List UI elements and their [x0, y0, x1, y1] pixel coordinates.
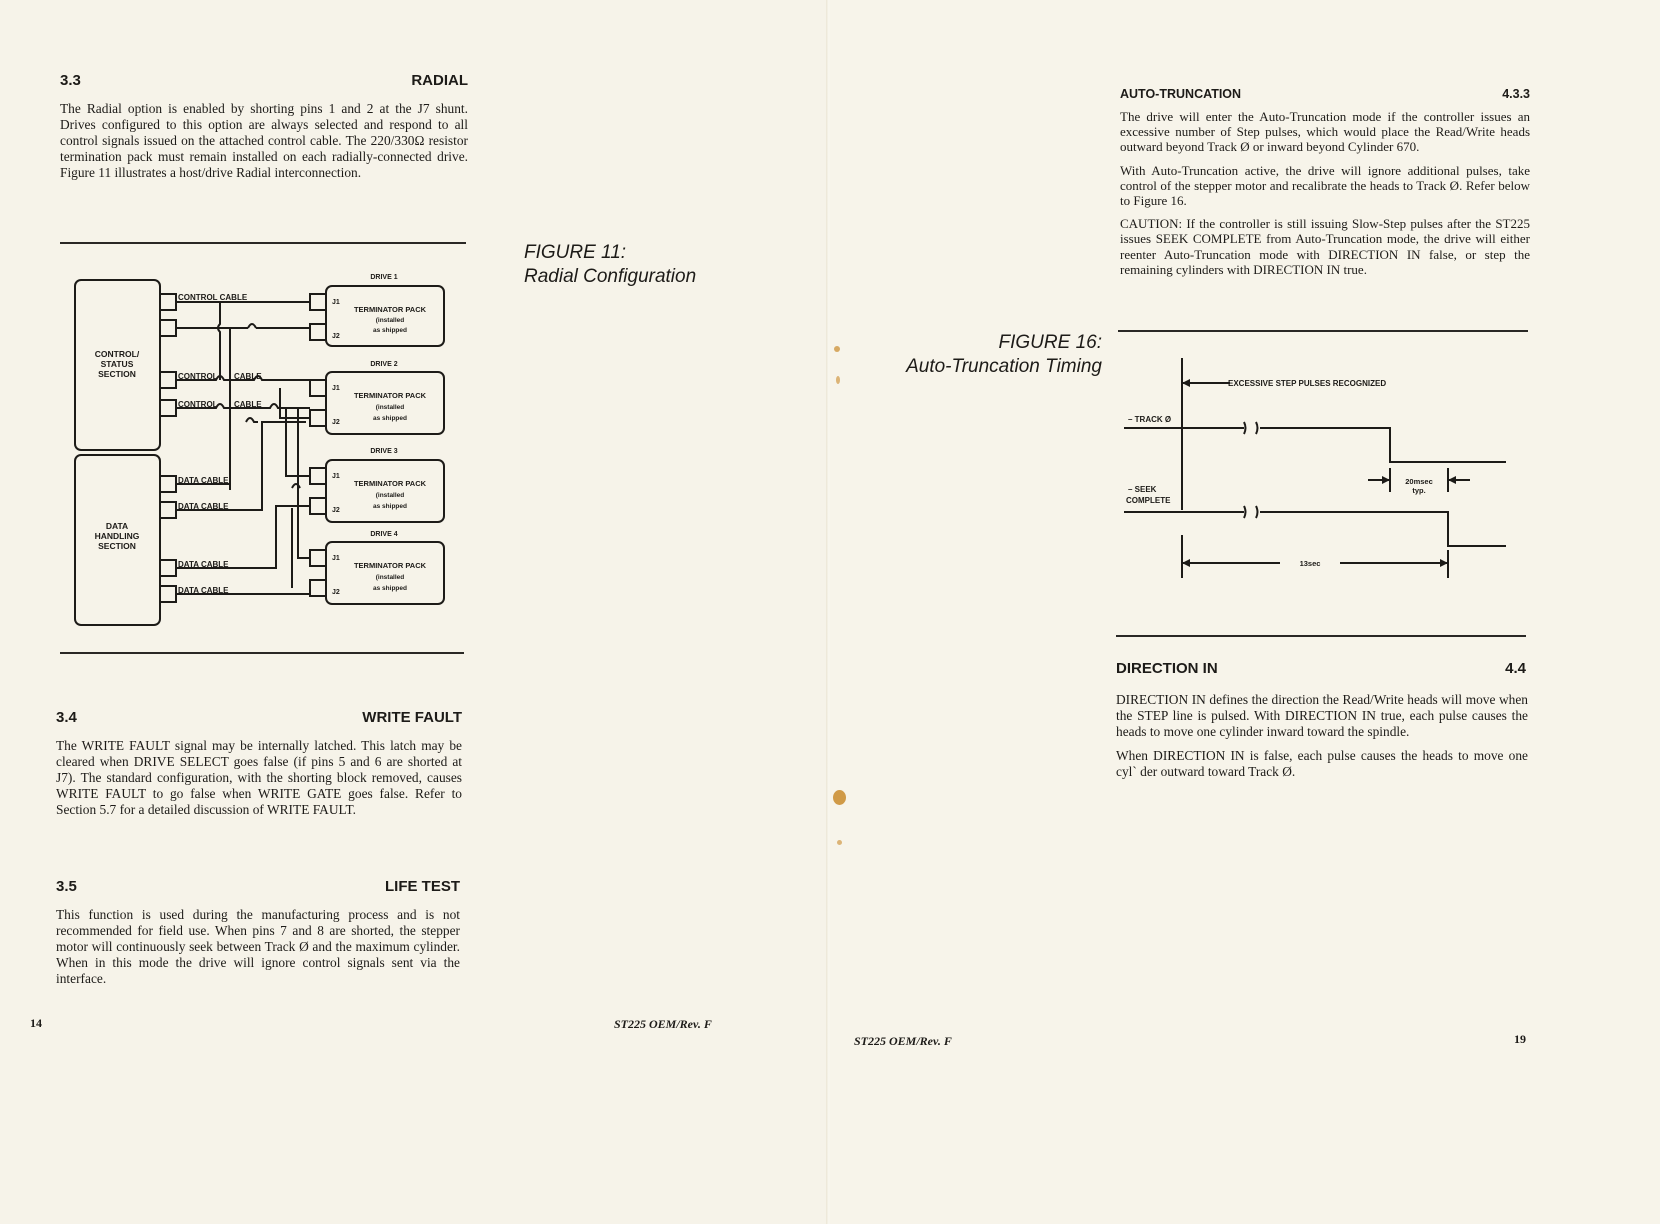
terminator-note: as shipped [373, 415, 407, 422]
section-heading-auto-truncation [1120, 87, 1530, 101]
connector-j1: J1 [332, 385, 340, 392]
terminator-pack-label: TERMINATOR PACK [353, 479, 427, 488]
terminator-note: (installed [375, 574, 405, 581]
cable-label: DATA CABLE [178, 586, 229, 595]
terminator-pack-label: TERMINATOR PACK [353, 391, 427, 400]
section-number: 3.3 [60, 72, 81, 89]
paper-stain [837, 840, 842, 845]
terminator-pack-label: TERMINATOR PACK [353, 305, 427, 314]
cable-label: CABLE [234, 372, 262, 381]
section-heading-write-fault [56, 709, 462, 726]
figure-11-caption [524, 241, 696, 289]
figure-title: Radial Configuration [524, 266, 697, 287]
figure-bottom-rule [1116, 635, 1526, 637]
section-body-write-fault [56, 738, 462, 826]
paragraph: The Radial option is enabled by shorting pins 1 and 2 at the J7 shunt. Drives configured to this option are always selected and respond to all control signals issued on the attached control cable. The 220/330Ω resistor termination pack must remain installed on each radially-connected drive. Figure 11 illustrates a host/drive Radial interconnection. [60, 101, 468, 180]
terminator-note: as shipped [373, 585, 407, 592]
connector-j1: J1 [332, 473, 340, 480]
section-body-life-test [56, 907, 460, 995]
page-number: 19 [1514, 1032, 1526, 1046]
section-heading-direction-in [1116, 660, 1526, 677]
host-control-label-1: CONTROL/ [94, 349, 140, 359]
section-title: RADIAL [411, 72, 468, 89]
drive-3-box [326, 460, 444, 522]
connector-j1: J1 [332, 555, 340, 562]
cable-label: DATA CABLE [178, 560, 229, 569]
drive-1-box [326, 286, 444, 346]
paragraph: The WRITE FAULT signal may be internally latched. This latch may be cleared when DRIVE SELECT goes false (if pins 5 and 6 are shorted at J7). The standard configuration, with the shorting block removed, causes WRITE FAULT to go false when WRITE GATE goes false. Refer to Section 5.7 for a detailed discussion of WRITE FAULT. [56, 738, 462, 817]
section-number: 3.5 [56, 878, 77, 895]
page-number: 14 [30, 1016, 42, 1030]
20msec-label: 20msec [1405, 477, 1433, 486]
section-title: DIRECTION IN [1116, 660, 1218, 677]
drive-title: DRIVE 3 [370, 448, 398, 455]
section-heading-radial [60, 72, 468, 89]
paragraph: The drive will enter the Auto-Truncation mode if the controller issues an excessive number of Step pulses, which would place the Read/Write heads outward beyond Track Ø or inward beyond Cylinder 670. [1120, 109, 1530, 155]
terminator-note: (installed [375, 492, 405, 499]
terminator-pack-label: TERMINATOR PACK [353, 561, 427, 570]
section-body-radial [60, 101, 468, 189]
cable-label: DATA CABLE [178, 502, 229, 511]
host-control-label-2: STATUS [100, 359, 134, 369]
paragraph: DIRECTION IN defines the direction the Read/Write heads will move when the STEP line is pulsed. With DIRECTION IN true, each pulse causes the heads to move one cylinder inward toward the spindle. [1116, 692, 1528, 739]
drive-title: DRIVE 4 [370, 531, 398, 538]
terminator-note: (installed [375, 404, 405, 411]
paragraph: When DIRECTION IN is false, each pulse causes the heads to move one cyl` der outward toward Track Ø. [1116, 748, 1528, 779]
paper-stain [836, 376, 840, 384]
seek-label: – SEEK [1128, 485, 1157, 494]
connector-j2: J2 [332, 419, 340, 426]
track-zero-label: – TRACK Ø [1128, 415, 1172, 424]
section-number: 3.4 [56, 709, 77, 726]
paper-stain [834, 346, 840, 352]
terminator-note: as shipped [373, 503, 407, 510]
auto-truncation-timing-diagram [1120, 350, 1530, 590]
drive-title: DRIVE 2 [370, 361, 398, 368]
section-title: WRITE FAULT [362, 709, 462, 726]
paper-stain [833, 790, 846, 805]
drive-4-box [326, 542, 444, 604]
page-footer: ST225 OEM/Rev. F [614, 1017, 712, 1031]
connector-j1: J1 [332, 299, 340, 306]
section-body-direction-in [1116, 692, 1528, 788]
complete-label: COMPLETE [1126, 496, 1171, 505]
cable-label: CONTROL CABLE [178, 293, 248, 302]
section-body-auto-truncation [1120, 109, 1530, 285]
figure-title: Auto-Truncation Timing [906, 356, 1102, 377]
section-number: 4.4 [1505, 660, 1526, 677]
cable-label: CABLE [234, 400, 262, 409]
excessive-step-label: EXCESSIVE STEP PULSES RECOGNIZED [1228, 379, 1387, 388]
figure-top-rule [1118, 330, 1528, 332]
drive-2-box [326, 372, 444, 434]
cable-label: DATA CABLE [178, 476, 229, 485]
paragraph: This function is used during the manufacturing process and is not recommended for field use. When pins 7 and 8 are shorted, the stepper motor will continuously seek between Track Ø and the maximum cylinder. When in this mode the drive will ignore control signals sent via the interface. [56, 907, 460, 986]
host-control-label-3: SECTION [98, 369, 136, 379]
section-heading-life-test [56, 878, 460, 895]
page-footer: ST225 OEM/Rev. F [854, 1034, 952, 1048]
figure-number: FIGURE 16: [998, 332, 1102, 353]
13sec-markers [1182, 535, 1448, 578]
radial-configuration-diagram [70, 262, 460, 642]
13sec-label: 13sec [1299, 559, 1321, 568]
host-data-label-2: HANDLING [94, 531, 140, 541]
typ-label: typ. [1412, 486, 1426, 495]
host-data-label-1: DATA [105, 521, 129, 531]
right-page [830, 0, 1660, 1224]
connector-j2: J2 [332, 589, 340, 596]
section-title: AUTO-TRUNCATION [1120, 87, 1242, 101]
connector-j2: J2 [332, 333, 340, 340]
host-data-label-3: SECTION [98, 541, 136, 551]
section-number: 4.3.3 [1502, 87, 1530, 101]
connector-j2: J2 [332, 507, 340, 514]
terminator-note: (installed [375, 317, 405, 324]
cable-label: CONTROL [178, 372, 218, 381]
drive-title: DRIVE 1 [370, 274, 398, 281]
figure-bottom-rule [60, 652, 464, 654]
figure-top-rule [60, 242, 466, 244]
paragraph: CAUTION: If the controller is still issuing Slow-Step pulses after the ST225 issues SEEK COMPLETE from Auto-Truncation mode, the drive will either reenter Auto-Truncation mode with DIRECTION IN false, or step the remaining cylinders with DIRECTION IN true. [1120, 216, 1530, 277]
figure-16-caption [892, 331, 1102, 379]
section-title: LIFE TEST [385, 878, 460, 895]
figure-number: FIGURE 11: [524, 242, 627, 263]
terminator-note: as shipped [373, 327, 407, 334]
cable-label: CONTROL [178, 400, 218, 409]
paragraph: With Auto-Truncation active, the drive will ignore additional pulses, take control of the stepper motor and recalibrate the heads to Track Ø. Refer below to Figure 16. [1120, 162, 1530, 209]
